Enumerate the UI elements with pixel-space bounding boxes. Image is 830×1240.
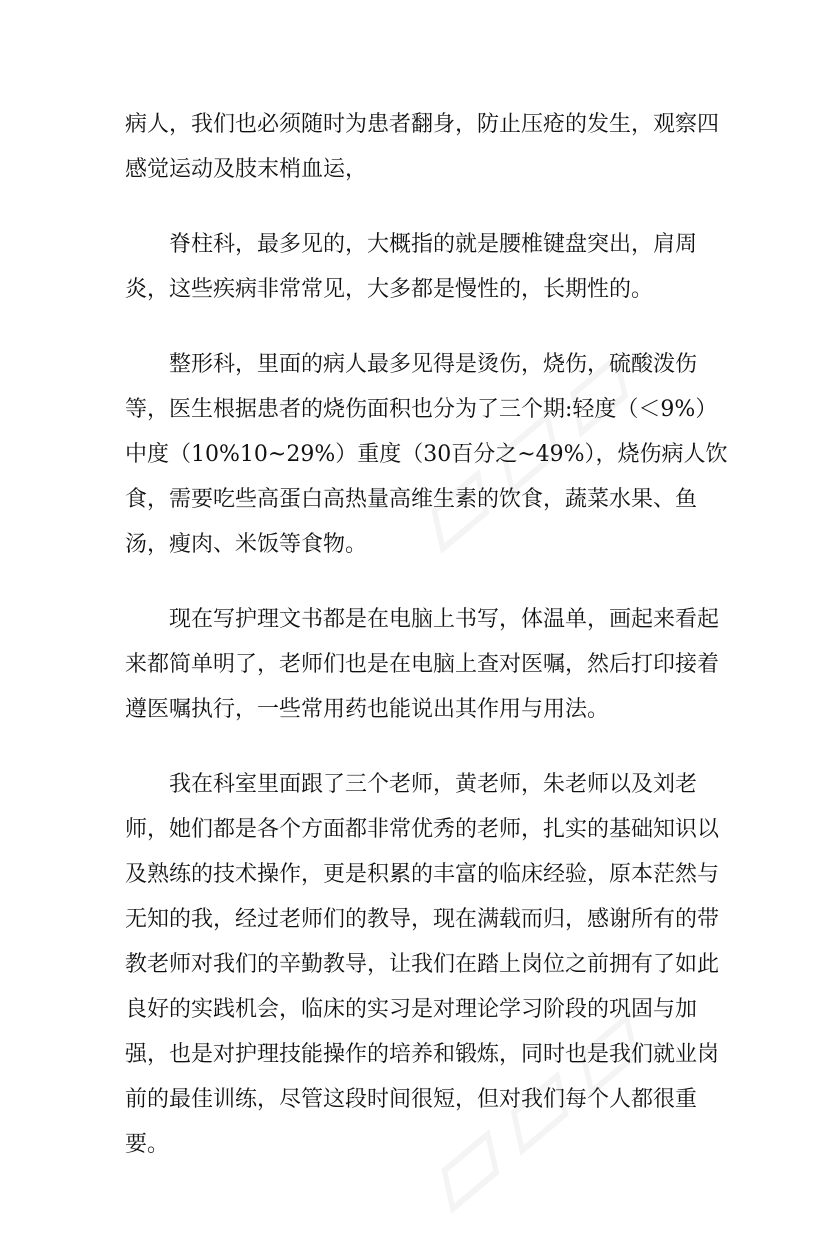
text-line: 脊柱科，最多见的，大概指的就是腰椎键盘突出，肩周	[169, 232, 698, 257]
text-line: 教老师对我们的辛勤教导，让我们在踏上岗位之前拥有了如此	[125, 952, 720, 977]
text-line: 炎，这些疾病非常常见，大多都是慢性的，长期性的。	[125, 277, 654, 302]
paragraph-3	[125, 342, 728, 567]
text-line: 现在写护理文书都是在电脑上书写，体温单，画起来看起	[169, 607, 720, 632]
text-line: 我在科室里面跟了三个老师，黄老师，朱老师以及刘老	[169, 772, 698, 797]
text-line: 及熟练的技术操作，更是积累的丰富的临床经验，原本茫然与	[125, 862, 720, 887]
text-line: 良好的实践机会，临床的实习是对理论学习阶段的巩固与加	[125, 997, 698, 1022]
paragraph-5	[125, 762, 720, 1167]
text-line: 要。	[125, 1132, 170, 1157]
text-line: 整形科，里面的病人最多见得是烫伤，烧伤，硫酸泼伤	[169, 352, 698, 377]
text-line: 感觉运动及肢末梢血运，	[125, 157, 368, 182]
document-body	[125, 102, 728, 1197]
paragraph-2	[125, 222, 715, 312]
paragraph-1	[125, 102, 720, 192]
text-line: 汤，瘦肉、米饭等食物。	[125, 532, 368, 557]
text-line: 病人，我们也必须随时为患者翻身，防止压疮的发生，观察四	[125, 112, 720, 137]
text-line: 中度（10%10~29%）重度（30百分之~49%），烧伤病人饮	[125, 442, 728, 467]
text-line: 无知的我，经过老师们的教导，现在满载而归，感谢所有的带	[125, 907, 720, 932]
text-line: 食，需要吃些高蛋白高热量高维生素的饮食，蔬菜水果、鱼	[125, 487, 698, 512]
text-line: 来都简单明了，老师们也是在电脑上查对医嘱，然后打印接着	[125, 652, 720, 677]
text-line: 强，也是对护理技能操作的培养和锻炼，同时也是我们就业岗	[125, 1042, 720, 1067]
text-line: 遵医嘱执行，一些常用药也能说出其作用与用法。	[125, 697, 610, 722]
text-line: 前的最佳训练，尽管这段时间很短，但对我们每个人都很重	[125, 1087, 698, 1112]
paragraph-4	[125, 597, 720, 732]
text-line: 等，医生根据患者的烧伤面积也分为了三个期:轻度（＜9%）	[125, 397, 718, 422]
text-line: 师，她们都是各个方面都非常优秀的老师，扎实的基础知识以	[125, 817, 720, 842]
